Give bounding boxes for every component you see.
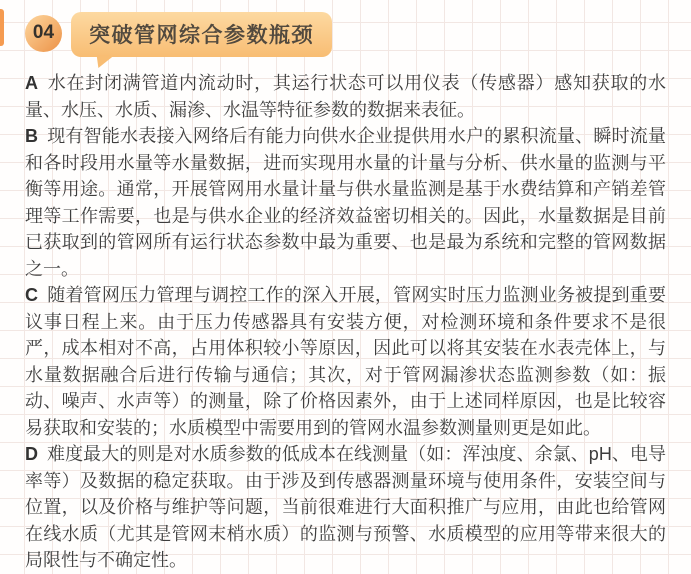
paragraph-c-text: 随着管网压力管理与调控工作的深入开展，管网实时压力监测业务被提到重要议事日程上来。由于压力传感器具有安装方便，对检测环境和条件要求不是很严，成本相对不高，占用体积较小等原因，因此可以将其安装在水表壳体上，与水量数据融合后进行传输与通信；其次，对于管网漏渗状态监测参数（如：振动、噪声、水声等）的测量，除了价格因素外，由于上述同样原因，也是比较容易获取和安装的；水质模型中需要用到的管网水温参数测量则更是如此。 bbox=[25, 285, 666, 438]
paragraph-d-label: D bbox=[25, 444, 38, 464]
paragraph-a-text: 水在封闭满管道内流动时，其运行状态可以用仪表（传感器）感知获取的水量、水压、水质、漏渗、水温等特征参数的数据来表征。 bbox=[25, 73, 666, 120]
paragraph-b-label: B bbox=[25, 126, 38, 146]
paragraph-a bbox=[25, 70, 666, 123]
body-text bbox=[25, 70, 666, 574]
paragraph-b bbox=[25, 123, 666, 282]
section-header bbox=[25, 12, 666, 56]
paragraph-c bbox=[25, 282, 666, 441]
paragraph-d-text: 难度最大的则是对水质参数的低成本在线测量（如：浑浊度、余氯、pH、电导率等）及数据的稳定获取。由于涉及到传感器测量环境与使用条件，安装空间与位置，以及价格与维护等问题，当前很难进行大面积推广与应用，由此也给管网在线水质（尤其是管网末梢水质）的监测与预警、水质模型的应用等带来很大的局限性与不确定性。 bbox=[25, 444, 666, 570]
paragraph-c-label: C bbox=[25, 285, 38, 305]
section-number: 04 bbox=[32, 22, 55, 43]
left-accent-bar bbox=[0, 9, 4, 46]
paragraph-d bbox=[25, 441, 666, 574]
section-title-bubble bbox=[71, 12, 332, 57]
section-number-badge bbox=[25, 15, 62, 52]
paragraph-b-text: 现有智能水表接入网络后有能力向供水企业提供用水户的累积流量、瞬时流量和各时段用水量等水量数据，进而实现用水量的计量与分析、供水量的监测与平衡等用途。通常，开展管网用水量计量与供水量监测是基于水费结算和产销差管理等工作需要，也是与供水企业的经济效益密切相关的。因此，水量数据是目前已获取到的管网所有运行状态参数中最为重要、也是最为系统和完整的管网数据之一。 bbox=[25, 126, 666, 279]
paragraph-a-label: A bbox=[25, 73, 38, 93]
section-title: 突破管网综合参数瓶颈 bbox=[89, 23, 314, 47]
